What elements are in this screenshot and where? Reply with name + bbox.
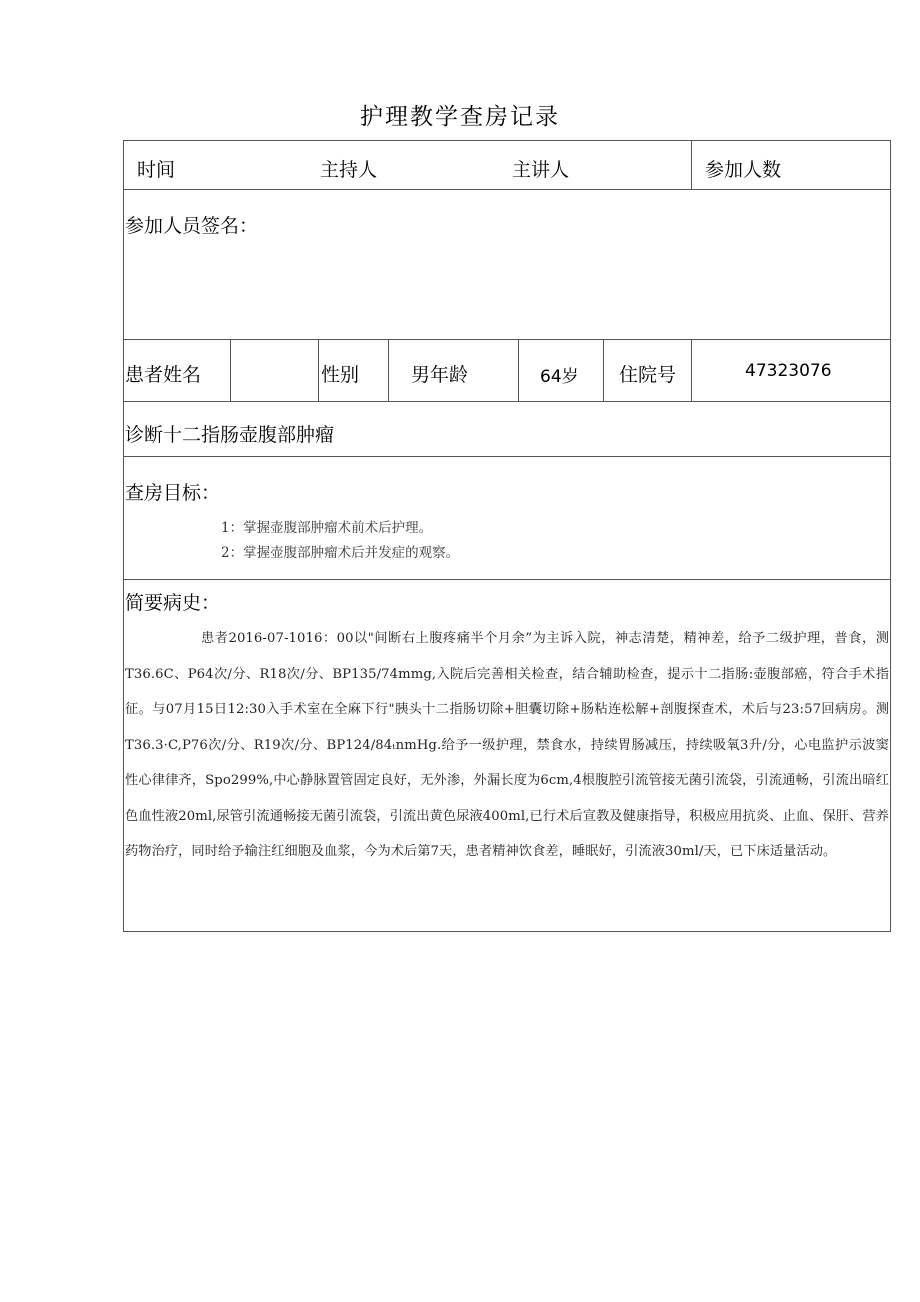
sex-age-text: 男年龄 — [411, 364, 469, 386]
row-divider — [124, 401, 890, 402]
history-label: 简要病史： — [125, 592, 221, 614]
attendees-count-label: 参加人数 — [705, 159, 782, 181]
page-title: 护理教学查房记录 — [360, 104, 560, 130]
record-form — [123, 140, 891, 932]
patient-name-label: 患者姓名 — [125, 364, 202, 386]
row-divider — [124, 189, 890, 190]
goals-label: 查房目标： — [125, 482, 221, 504]
host-label: 主持人 — [320, 159, 378, 181]
col-divider — [318, 339, 319, 401]
col-divider — [691, 339, 692, 401]
row-divider — [124, 579, 890, 580]
col-divider — [388, 339, 389, 401]
row-divider — [124, 456, 890, 457]
signatures-label: 参加人员签名： — [125, 215, 259, 237]
sex-label: 性别 — [321, 364, 360, 386]
col-divider — [603, 339, 604, 401]
age-value: 64岁 — [540, 367, 579, 387]
row-divider — [124, 339, 890, 340]
col-divider — [691, 141, 692, 189]
inpatient-no-value: 47323076 — [745, 361, 832, 381]
col-divider — [518, 339, 519, 401]
inpatient-no-label: 住院号 — [619, 364, 677, 386]
goal-item: 2：掌握壶腹部肿瘤术后并发症的观察。 — [221, 545, 460, 561]
speaker-label: 主讲人 — [512, 159, 570, 181]
goal-item: 1：掌握壶腹部肿瘤术前术后护理。 — [221, 520, 433, 536]
col-divider — [230, 339, 231, 401]
diagnosis: 诊断十二指肠壶腹部肿瘤 — [125, 424, 335, 446]
time-label: 时间 — [137, 159, 176, 181]
history-text: 患者2016-07-1016：00以"间断右上腹疼痛半个月余”为主诉入院，神志清楚，精神差，给予二级护理，普食，测T36.6C、P64次/分、R18次/分、BP135/74mmg,入院后完善相关检查，结合辅助检查，提示十二指肠:壶腹部癌，符合手术指征。与07月15日12:30入手术室在全麻下行"胰头十二指肠切除+胆囊切除+肠粘连松解+剖腹探查术，术后与23:57回病房。测T36.3·C,P76次/分、R19次/分、BP124/84ₜnmHg.给予一级护理，禁食水，持续胃肠减压，持续吸氧3升/分，心电监护示波窦性心律律齐，Spo299%,中心静脉置管固定良好，无外渗，外漏长度为6cm,4根腹腔引流管接无菌引流袋，引流通畅，引流出暗红色血性液20ml,尿管引流通畅接无菌引流袋，引流出黄色尿液400ml,已行术后宣教及健康指导，积极应用抗炎、止血、保肝、营养药物治疗，同时给予输注红细胞及血浆，今为术后第7天，患者精神饮食差，睡眠好，引流液30ml/天，已下床适量活动。 — [125, 631, 889, 859]
